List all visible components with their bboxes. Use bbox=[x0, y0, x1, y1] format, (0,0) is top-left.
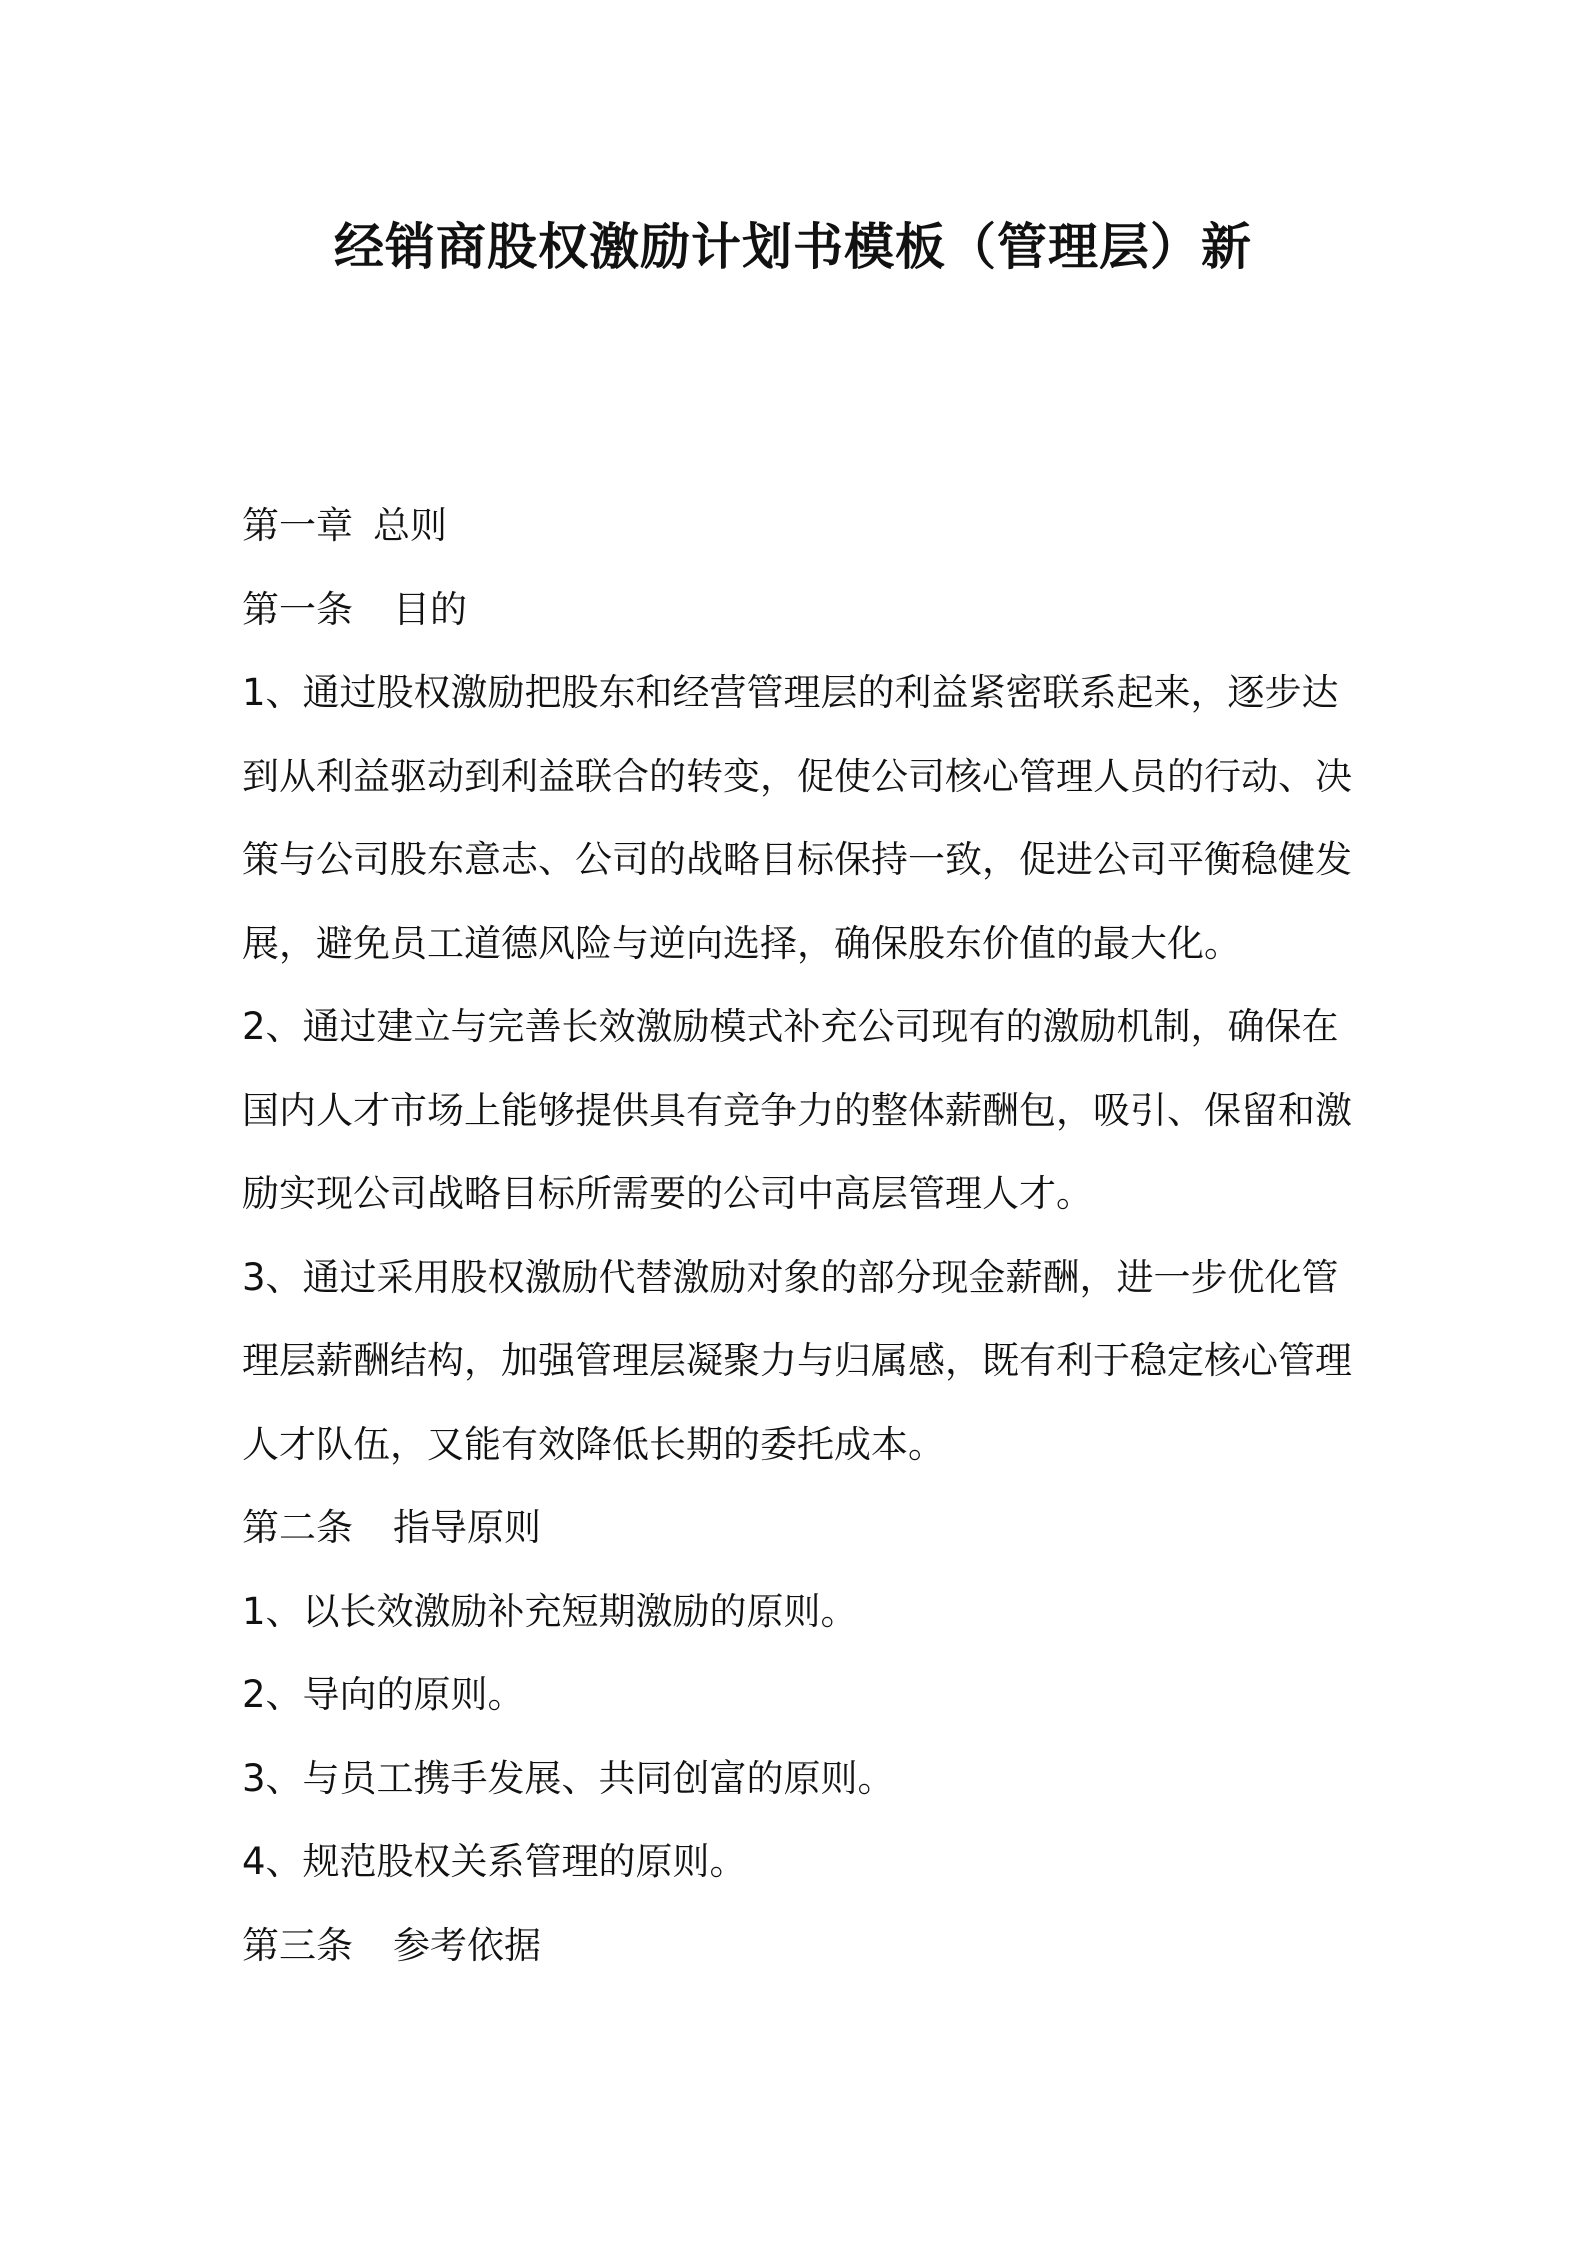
article-1-paragraph-2 bbox=[242, 985, 1362, 1236]
paragraph-line: 国内人才市场上能够提供具有竞争力的整体薪酬包，吸引、保留和激 bbox=[242, 1088, 1352, 1132]
paragraph-line: 2、通过建立与完善长效激励模式补充公司现有的激励机制，确保在 bbox=[242, 1005, 1339, 1048]
paragraph-line: 励实现公司战略目标所需要的公司中高层管理人才。 bbox=[242, 1172, 1093, 1215]
article-2-name: 指导原则 bbox=[393, 1506, 541, 1549]
article-1-label: 第一条 bbox=[242, 587, 353, 631]
article-2-heading bbox=[242, 1486, 1362, 1570]
paragraph-line: 到从利益驱动到利益联合的转变，促使公司核心管理人员的行动、决 bbox=[242, 754, 1352, 798]
article-2-list bbox=[242, 1570, 1362, 1904]
paragraph-line: 3、通过采用股权激励代替激励对象的部分现金薪酬，进一步优化管 bbox=[242, 1255, 1339, 1299]
chapter-label: 第一章 bbox=[242, 504, 353, 547]
list-item: 2、导向的原则。 bbox=[242, 1673, 525, 1716]
article-2-label: 第二条 bbox=[242, 1506, 353, 1549]
document-title: 经销商股权激励计划书模板（管理层）新 bbox=[334, 218, 1252, 276]
article-3-heading bbox=[242, 1904, 1362, 1988]
paragraph-line: 策与公司股东意志、公司的战略目标保持一致，促进公司平衡稳健发 bbox=[242, 838, 1352, 881]
chapter-heading bbox=[242, 484, 1362, 568]
article-1-heading bbox=[242, 568, 1362, 652]
article-1-name: 目的 bbox=[393, 587, 467, 631]
article-1-paragraph-3 bbox=[242, 1236, 1362, 1487]
article-3-label: 第三条 bbox=[242, 1923, 353, 1967]
paragraph-line: 1、通过股权激励把股东和经营管理层的利益紧密联系起来，逐步达 bbox=[242, 671, 1339, 714]
chapter-name: 总则 bbox=[373, 504, 447, 547]
list-item: 3、与员工携手发展、共同创富的原则。 bbox=[242, 1756, 895, 1800]
paragraph-line: 理层薪酬结构，加强管理层凝聚力与归属感，既有利于稳定核心管理 bbox=[242, 1339, 1352, 1382]
list-item: 1、以长效激励补充短期激励的原则。 bbox=[242, 1589, 858, 1633]
list-item: 4、规范股权关系管理的原则。 bbox=[242, 1840, 747, 1883]
article-1-paragraph-1 bbox=[242, 651, 1362, 985]
article-3-name: 参考依据 bbox=[393, 1923, 541, 1967]
paragraph-line: 展，避免员工道德风险与逆向选择，确保股东价值的最大化。 bbox=[242, 921, 1241, 965]
paragraph-line: 人才队伍，又能有效降低长期的委托成本。 bbox=[242, 1422, 945, 1466]
document-body bbox=[242, 484, 1362, 1987]
